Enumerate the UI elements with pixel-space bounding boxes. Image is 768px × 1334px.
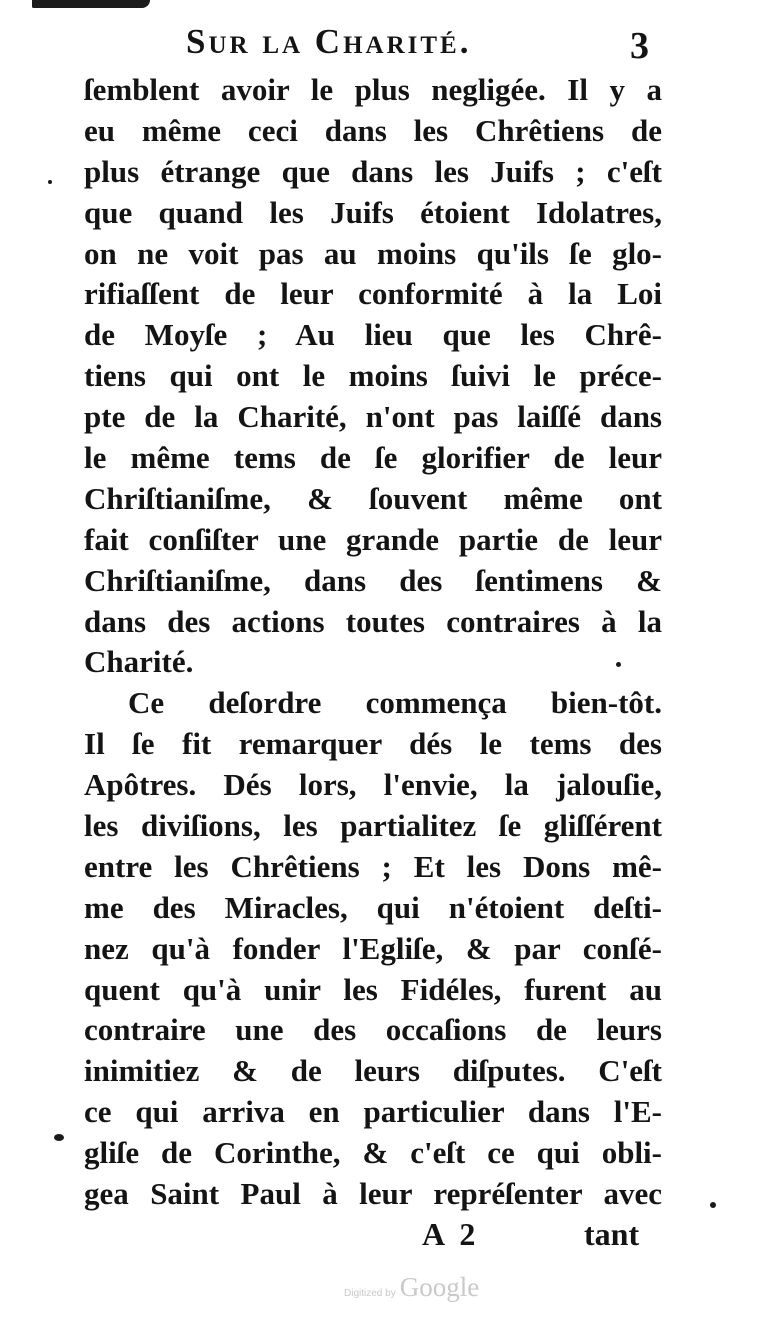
text-line: Apôtres. Dés lors, l'envie, la jalouſie, xyxy=(84,767,662,803)
ink-speck xyxy=(54,1134,64,1141)
text-line: nez qu'à fonder l'Egliſe, & par conſé- xyxy=(84,930,662,966)
text-line: quent qu'à unir les Fidéles, furent au xyxy=(84,971,662,1007)
digitized-watermark xyxy=(344,1272,479,1303)
text-line: les diviſions, les partialitez ſe gliſſérent xyxy=(84,808,662,844)
ink-speck xyxy=(48,180,52,184)
ink-speck xyxy=(710,1202,716,1208)
signature-mark: A 2 xyxy=(422,1216,480,1252)
text-line: le même tems de ſe glorifier de leur xyxy=(84,440,662,476)
text-line: ce qui arriva en particulier dans l'E- xyxy=(84,1094,662,1130)
text-line: Il ſe fit remarquer dés le tems des xyxy=(84,726,662,762)
text-line: inimitiez & de leurs diſputes. C'eſt xyxy=(84,1053,662,1089)
text-line: de Moyſe ; Au lieu que les Chrê- xyxy=(84,317,662,353)
catchword: tant xyxy=(584,1216,640,1252)
text-line: on ne voit pas au moins qu'ils ſe glo- xyxy=(84,235,662,271)
digitized-prefix: Digitized by xyxy=(344,1288,396,1299)
text-line: ſemblent avoir le plus negligée. Il y a xyxy=(84,72,662,107)
text-line: que quand les Juifs étoient Idolatres, xyxy=(84,194,662,230)
google-logo: Google xyxy=(399,1272,480,1302)
running-title: Sur la Charité. xyxy=(186,22,472,61)
text-line: plus étrange que dans les Juifs ; c'eſt xyxy=(84,153,662,189)
top-ink-mark xyxy=(32,0,150,8)
text-line: fait conſiſter une grande partie de leur xyxy=(84,521,662,557)
text-line: me des Miracles, qui n'étoient deſti- xyxy=(84,889,662,925)
text-line: eu même ceci dans les Chrêtiens de xyxy=(84,112,662,148)
text-line: rifiaſſent de leur conformité à la Loi xyxy=(84,276,662,312)
text-line: pte de la Charité, n'ont pas laiſſé dans xyxy=(84,399,662,435)
page-number: 3 xyxy=(630,25,649,67)
text-line: tiens qui ont le moins ſuivi le préce- xyxy=(84,358,662,394)
ink-speck xyxy=(616,662,621,667)
text-line: Ce deſordre commença bien-tôt. xyxy=(128,685,662,721)
text-line: Charité. xyxy=(84,644,194,680)
text-line: gea Saint Paul à leur repréſenter avec xyxy=(84,1176,662,1212)
text-line: gliſe de Corinthe, & c'eſt ce qui obli- xyxy=(84,1135,662,1171)
text-line: entre les Chrêtiens ; Et les Dons mê- xyxy=(84,848,662,884)
text-line: Chriſtianiſme, dans des ſentimens & xyxy=(84,562,662,598)
text-line: Chriſtianiſme, & ſouvent même ont xyxy=(84,480,662,516)
body-text xyxy=(84,70,662,1215)
text-line: contraire une des occaſions de leurs xyxy=(84,1012,662,1048)
text-line: dans des actions toutes contraires à la xyxy=(84,603,662,639)
